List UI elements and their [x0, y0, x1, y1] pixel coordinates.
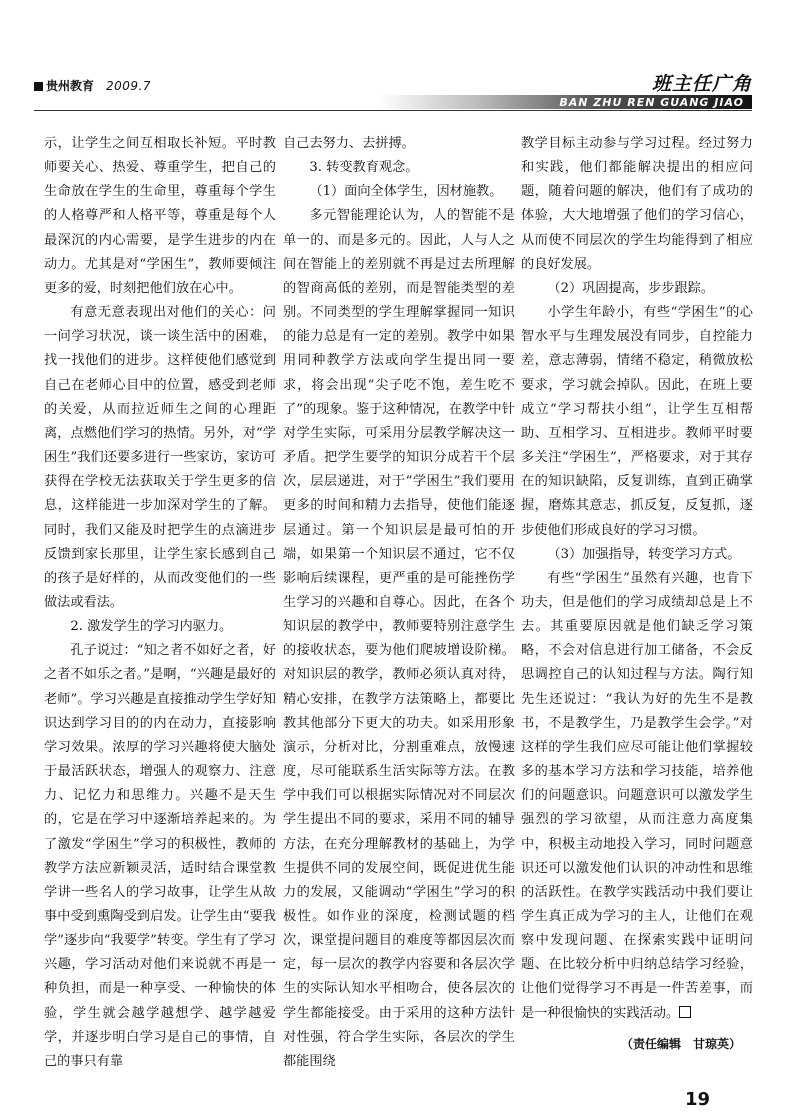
column-pinyin: BAN ZHU REN GUANG JIAO: [559, 96, 744, 109]
journal-name: 贵州教育: [46, 79, 95, 93]
paragraph: 多元智能理论认为，人的智能不是单一的、而是多元的。因此，人与人之间在智能上的差别就不再是过去所理解的智商高低的差别，而是智能类型的差别。不同类型的学生理解掌握同一知识的能力总是有一定的差别。教学中如果用同种教学方法或向学生提出同一要求，将会出现“尖子吃不饱，差生吃不了”的现象。鉴于这种情况，在教学中针对学生实际，可采用分层教学解决这一矛盾。把学生要学的知识分成若干个层次，层层递进，对于“学困生”我们要用更多的时间和精力去指导，使他们能逐层通过。第一个知识层是最可怕的开端，如果第一个知识层不通过，它不仅影响后续课程，更严重的是可能挫伤学生学习的兴趣和自尊心。因此，在各个知识层的教学中，教师要特别注意学生的接收状态，要为他们爬坡增设阶梯。对知识层的教学，教师必须认真对待，精心安排，在教学方法策略上，都要比教其他部分下更大的功夫。如采用形象演示，分析对比，分割重难点，放慢速度，尽可能联系生活实际等方法。在教学中我们可以根据实际情况对不同层次学生提出不同的要求，采用不同的辅导方法，在充分理解教材的基础上，为学生提供不同的发展空间，既促进优生能力的发展，又能调动“学困生”学习的积极性。如作业的深度，检测试题的档次，课堂提问题目的难度等都因层次而定，每一层次的教学内容要和各层次学生的实际认知水平相吻合，使各层次的学生都能接受。由于采用的这种方法针对性强，符合学生实际，各层次的学生都能围绕: [283, 208, 515, 1069]
journal-logo-icon: [34, 82, 43, 91]
paragraph: 示，让学生之间互相取长补短。平时教师要关心、热爱、尊重学生，把自己的生命放在学生的生命里，尊重每个学生的人格尊严和人格平等，尊重是每个人最深沉的内心需要，是学生进步的内在动力。尤其是对“学困生”，教师要倾注更多的爱，时刻把他们放在心中。: [44, 136, 276, 296]
header-rule: [34, 110, 752, 111]
column-3: [521, 132, 753, 1056]
paragraph-text: 有些“学困生”虽然有兴趣，也肯下功夫，但是他们的学习成绩却总是上不去。其重要原因就是他们缺乏学习策略，不会对信息进行加工储备，不会反思调控自己的认知过程与方法。陶行知先生还说过：“我认为好的先生不是教书，不是教学生，乃是教学生会学。”对这样的学生我们应尽可能让他们掌握较多的基本学习方法和学习技能，培养他们的问题意识。问题意识可以激发学生强烈的学习欲望，从而注意力高度集中，积极主动地投入学习，同时问题意识还可以激发他们认识的冲动性和思维的活跃性。在教学实践活动中我们要让学生真正成为学习的主人，让他们在观察中发现问题、在探索实践中证明问题、在比较分析中归纳总结学习经验，让他们觉得学习不再是一件苦差事，而是一种很愉快的实践活动。: [521, 570, 753, 1021]
page-number: 19: [684, 1089, 710, 1110]
column-1: [44, 132, 276, 1074]
subsection-heading: （2）巩固提高，步步跟踪。: [547, 280, 715, 296]
end-mark-icon: [679, 1006, 691, 1018]
paragraph: [521, 567, 753, 1026]
section-heading: 3. 转变教育观念。: [309, 160, 419, 176]
subsection-heading: （3）加强指导，转变学习方式。: [547, 546, 741, 562]
section-heading: 2. 激发学生的学习内驱力。: [70, 619, 233, 635]
paragraph: 孔子说过：“知之者不如好之者，好之者不如乐之者。”是啊，“兴趣是最好的老师”。学习兴趣是直接推动学生学好知识达到学习目的的内在动力，直接影响学习效果。浓厚的学习兴趣将使大脑处于最活跃状态，增强人的观察力、注意力、记忆力和思维力。兴趣不是天生的，它是在学习中逐渐培养起来的。为了激发“学困生”学习的积极性，教师的教学方法应新颖灵活，适时结合课堂教学讲一些名人的学习故事，让学生从故事中受到熏陶受到启发。让学生由“要我学”逐步向“我要学”转变。学生有了学习兴趣，学习活动对他们来说就不再是一种负担，而是一种享受、一种愉快的体验，学生就会越学越想学、越学越爱学，并逐步明白学习是自己的事情，自己的事只有靠: [44, 643, 276, 1069]
paragraph: 有意无意表现出对他们的关心：问一问学习状况，谈一谈生活中的困难，找一找他们的进步。这样使他们感觉到自己在老师心目中的位置，感受到老师的关爱，从而拉近师生之间的心理距离，点燃他们学习的热情。另外，对“学困生”我们还要多进行一些家访，家访可获得在学校无法获取关于学生更多的信息，这样能进一步加深对学生的了解。同时，我们又能及时把学生的点滴进步反馈到家长那里，让学生家长感到自己的孩子是好样的，从而改变他们的一些做法或看法。: [44, 305, 276, 610]
paragraph: 小学生年龄小，有些“学困生”的心智水平与生理发展没有同步，自控能力差，意志薄弱，情绪不稳定，稍微放松要求，学习就会掉队。因此，在班上要成立“学习帮扶小组”，让学生互相帮助、互相学习、互相进步。教师平时要多关注“学困生”，严格要求，对于其存在的知识缺陷，反复训练，直到正确掌握，磨炼其意志，抓反复，反复抓，逐步使他们形成良好的学习习惯。: [521, 305, 753, 538]
journal-header: [34, 77, 151, 94]
column-2: [283, 132, 515, 1074]
editor-credit: （责任编辑 甘琼英）: [620, 1036, 741, 1051]
paragraph: 教学目标主动参与学习过程。经过努力和实践，他们都能解决提出的相应问题，随着问题的解决，他们有了成功的体验，大大地增强了他们的学习信心，从而使不同层次的学生均能得到了相应的良好发展。: [521, 136, 753, 272]
column-title: 班主任广角: [651, 73, 752, 95]
subsection-heading: （1）面向全体学生，因材施教。: [309, 184, 503, 200]
paragraph: 自己去努力、去拼搏。: [283, 136, 415, 151]
issue-date: 2009.7: [106, 79, 152, 93]
